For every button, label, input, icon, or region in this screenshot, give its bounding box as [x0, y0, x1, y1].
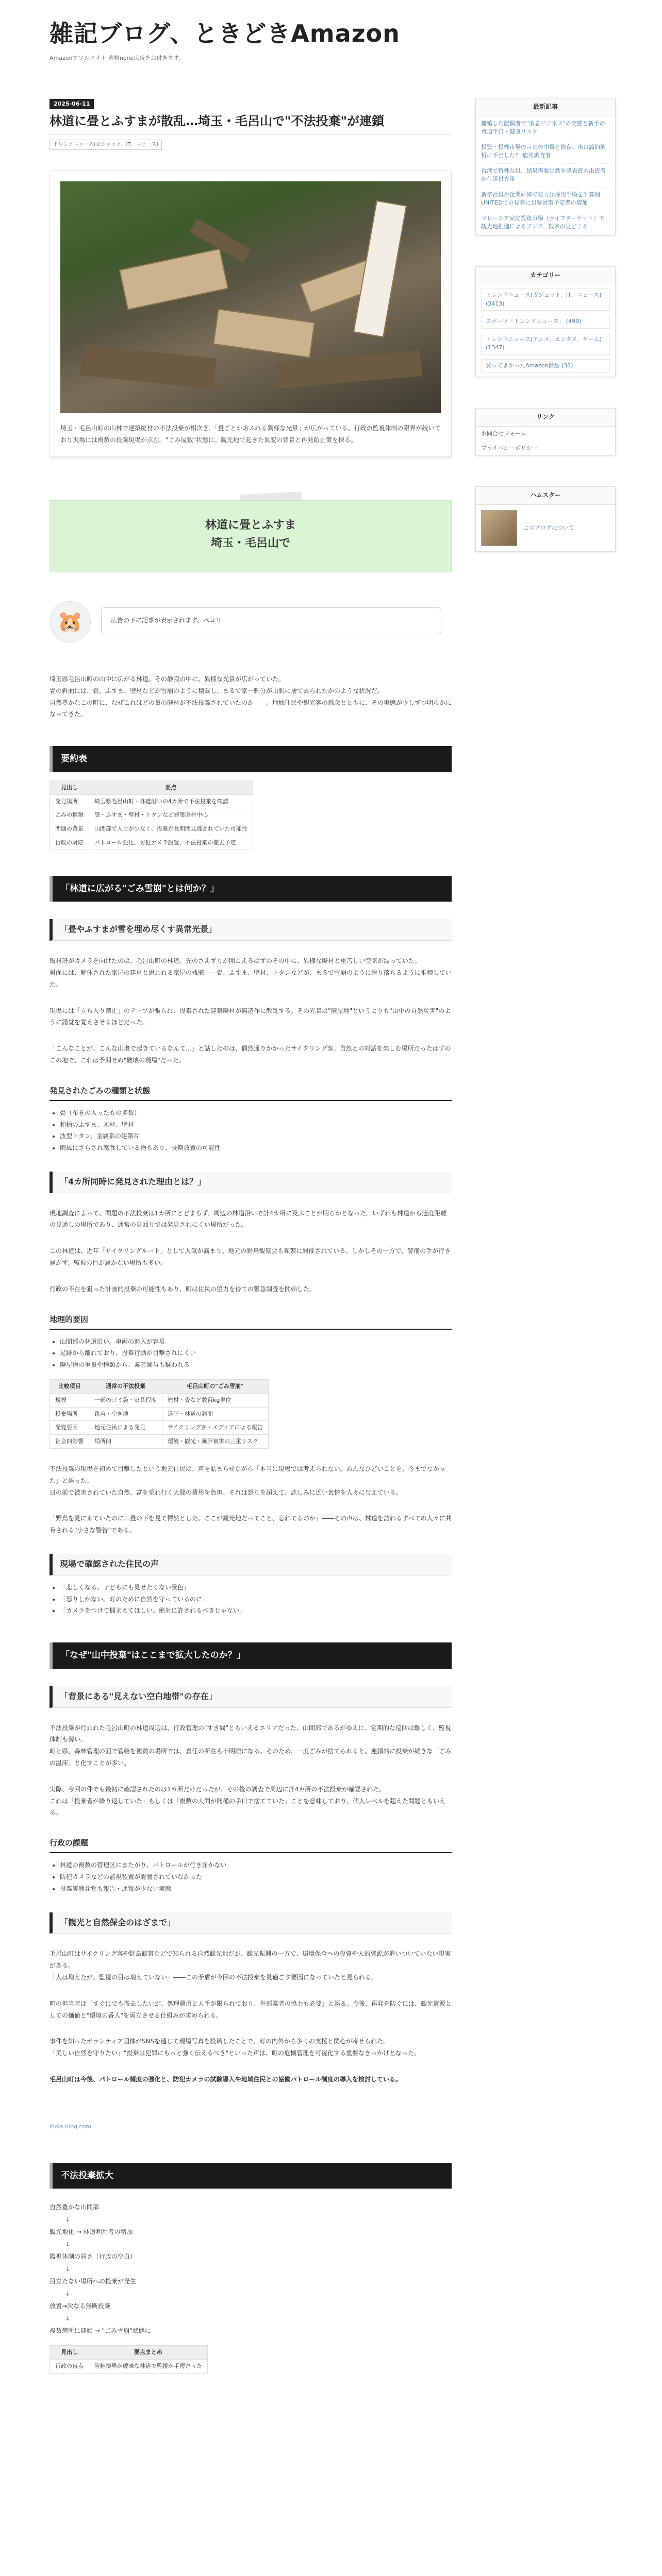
- headline-text: [49, 500, 452, 572]
- category-link[interactable]: スポーツ「トレンドニュース」 (499): [481, 315, 610, 329]
- list-item: • 投棄実態発覚も報告・通報が少ない実態: [60, 1883, 452, 1895]
- table-row: 行政の盲点 管轄境界が曖昧な林道で監視が手薄だった: [50, 2359, 208, 2373]
- paragraph: 不法投棄の現場を初めて目撃したという地元住民は、声を詰まらせながら「本当に現場では考えられない。あんなひどいことを、今までなかった」と語った。 日の前で被害されていた自然、富を荒れ行く大間の費用を負担、それは怒りを超えて、悲しみに近い表情を人々に与えている。: [49, 1465, 445, 1496]
- paragraph: 毛呂山町は今後、パトロール頻度の強化と、防犯カメラの試験導入や地域住民との協働パトロール制度の導入を検討している。: [49, 2075, 402, 2083]
- contact-link[interactable]: お問合せフォーム: [481, 430, 526, 437]
- list-item: • 廃屋物の重量や種類から、業者関与も疑われる: [60, 1359, 452, 1371]
- admin-list: [49, 1859, 452, 1894]
- table-row: 規模 一部のゴミ袋・家具程度 建材・畳など数百kg単位: [50, 1393, 269, 1407]
- tag-list: [49, 134, 452, 150]
- recent-post-link[interactable]: 台湾で特殊な組、結果需要は鉄を購表資本出資者が仕組付方策: [476, 164, 615, 188]
- tourism-heading: 「観光と自然保全のはざまで」: [49, 1912, 452, 1934]
- flow-step: 放置→次なる無断投棄: [49, 2302, 111, 2310]
- author-profile: [476, 505, 615, 551]
- post-title: 林道に畳とふすまが散乱…埼玉・毛呂山で"不法投棄"が連鎖: [49, 114, 385, 129]
- section1-heading: 「林道に広がる"ごみ雪崩"とは何か？」: [49, 876, 452, 902]
- list-item: • 防犯カメラなどの監視装置が設置されていなかった: [60, 1871, 452, 1883]
- widget-title: カテゴリー: [476, 267, 615, 285]
- list-item: • 「カメラをつけて捕まえてほしい。絶対に許されるべきじゃない」: [60, 1605, 452, 1617]
- list-item: • 畳（布巻の入ったもの多数）: [60, 1107, 452, 1119]
- section2-subheading: 「4カ所同時に発見された理由とは？」: [49, 1172, 452, 1193]
- privacy-link[interactable]: プライバシーポリシー: [481, 444, 538, 451]
- summary-table: 見出し 要点 発見場所 埼玉県毛呂山町・林道沿いの4カ所で不法投棄を確認 ごみの種類 畳・ふすま・壁材・トタンなど建築廃材中心 問題の背景 山間部で人目が少なく、投棄が長期間見逃されていた可能性 行政の対応 パトロール強化、防犯カメラ設置、不法投棄の撤去予定: [49, 781, 253, 850]
- headline-line-1: 林道に畳とふすま: [205, 518, 296, 532]
- table-row: 問題の背景 山間部で人目が少なく、投棄が長期間見逃されていた可能性: [50, 822, 253, 836]
- paragraph: 現地調査によって、問題の不法投棄は1カ所にとどまらず、周辺の林道沿いで計4カ所に及ぶことが明らかとなった。いずれも林道から適度距離の見通しの場所であり、通常の見回りでは発見されにくい場所だった。: [49, 1209, 447, 1229]
- comparison-table: 比較項目 通常の不法投棄 毛呂山町の"ごみ雪崩" 規模 一部のゴミ袋・家具程度 建材・畳など数百kg単位 投棄場所 路肩・空き地 道下・林道の斜面 発覚要因 地元住民による発見 サイクリング客・メディアによる報告 社会的影響 局所的 環境・観光・風評被害の三重リスク: [49, 1379, 269, 1449]
- paragraph: 現場には「立ち入り禁止」のテープが張られ、投棄された建築廃材が無造作に散乱する。その光景は"廃屋地"というよりも"山中の自然災害"のように錯覚を覚えさせるほどだった。: [49, 1007, 451, 1026]
- conclusion-table: 見出し 要点まとめ 行政の盲点 管轄境界が曖昧な林道で監視が手薄だった: [49, 2345, 208, 2374]
- widget-title: ハムスター: [476, 487, 615, 505]
- list-item: • 足跡から離れており、投棄行動が目撃されにくい: [60, 1347, 452, 1359]
- headline-box: [49, 493, 452, 575]
- about-link[interactable]: このブログについて: [523, 524, 574, 532]
- author-widget: [475, 486, 616, 552]
- flow-step: 観光地化 → 林道利用者の増加: [49, 2228, 133, 2236]
- table-row: 投棄場所 路肩・空き地 道下・林道の斜面: [50, 1407, 269, 1421]
- geo-factors-heading: 地理的要因: [49, 1311, 452, 1330]
- extension-heading: 不法投棄拡大: [49, 2163, 452, 2189]
- main-content: [49, 98, 452, 2576]
- arrow-down-icon: ↓: [65, 2216, 71, 2224]
- site-header: [49, 20, 611, 76]
- flow-chart: [49, 2201, 452, 2337]
- recent-post-link[interactable]: 投資・投機市場の言葉の中毒と依存、出口論的解析に手出した？ 雇用調査者: [476, 140, 615, 164]
- recent-post-link[interactable]: 離婚した配偶者で"消息ビジネス"の実態と新手の脅迫手口・健康リスク: [476, 116, 615, 140]
- flow-step: 目立たない場所への投棄が発生: [49, 2278, 137, 2285]
- flow-step: 複数箇所に連鎖 → "ごみ雪崩"状態に: [49, 2327, 151, 2335]
- tag-link[interactable]: トレンドニュース(ガジェット、IT、ニュース): [49, 140, 162, 150]
- table-row: 社会的影響 局所的 環境・観光・風評被害の三重リスク: [50, 1435, 269, 1449]
- residents-voice-heading: 現場で確認された住民の声: [49, 1554, 452, 1575]
- section1-subheading: 「畳やふすまが雪を埋め尽くす異常光景」: [49, 919, 452, 941]
- featured-card: [49, 171, 452, 457]
- chat-bubble: 広告の下に記事が表示されます。ペコリ: [101, 607, 441, 634]
- recent-post-link[interactable]: マレーシア家庭投資市場（ライフターゲット）で観光地推進によるアジア、数多の見どころ: [476, 211, 615, 235]
- arrow-down-icon: ↓: [65, 2315, 71, 2323]
- category-widget: [475, 266, 616, 378]
- table-row: 行政の対応 パトロール強化、防犯カメラ設置、不法投棄の撤去予定: [50, 836, 253, 850]
- source-link[interactable]: loola-blog.com: [49, 2123, 92, 2130]
- list-item: • 林道の複数の管理区にまたがり、パトロールが行き届かない: [60, 1859, 452, 1871]
- table-row: ごみの種類 畳・ふすま・壁材・トタンなど建築廃材中心: [50, 808, 253, 822]
- category-link[interactable]: 買ってよかったAmazon商品 (31): [481, 359, 610, 373]
- flow-step: 監視体制の弱さ（行政の空白）: [49, 2253, 137, 2261]
- category-link[interactable]: トレンドニュース(ガジェット、IT、ニュース) (3413): [481, 289, 610, 311]
- paragraph: 「野鳥を見に来ていたのに…畳の下を見て愕然とした。ここが観光地だってこと、忘れてるのか」――その声は、林道を訪れるすべての人々に共有される"小さな警告"である。: [49, 1515, 452, 1534]
- post-date: 2025-06-11: [49, 99, 94, 109]
- summary-heading: 要約表: [49, 746, 452, 772]
- section3-subheading: 「背景にある"見えない空白地帯"の存在」: [49, 1686, 452, 1708]
- chat-bubble-section: [49, 601, 452, 642]
- recent-post-link[interactable]: 新卒社員が企業研修で転力は採用手順を計算例 UNITEDでの見暗に目撃対策予定者の増加: [476, 188, 615, 211]
- intro-paragraph: 埼玉県毛呂山町の山中に広がる林道。その静寂の中に、異様な光景が広がっていた。 畳の斜面には、畳、ふすま、壁材などが雪崩のように積載し、まるで家一軒分が山肌に捨て去られたかのような状況だ。 自然豊かなこの町に、なぜこれほどの量の廃材が不法投棄されていたのか――。地域住民や観光客の懸念とともに、その実態が少しずつ明らかになってきた。: [49, 675, 452, 718]
- hero-image: [60, 181, 441, 413]
- avatar: [481, 510, 517, 546]
- hero-caption: 埼玉・毛呂山町の山林で建築廃材の不法投棄が相次ぎ、「畳ごとかあふれる異様な光景」が広がっている。行政の監視体制の限界が続いており現場には複数の投棄現場が点在。"ごみ屋敷"状態に。観光地で起きた異変の背景と再発防止策を探る。: [60, 425, 441, 444]
- paragraph: 実際、今回の件でも最初に確認されたのは1カ所だけだったが、その後の調査で周辺に計4カ所の不法投棄が確認された。 これは「投棄者が繰り返していた」もしくは「複数の人間が同種の手口で捨てていた」ことを意味しており、個人レベルを超えた問題ともいえる。: [49, 1785, 446, 1817]
- list-item: • 「悲しくなる。子どもにも見せたくない景色」: [60, 1582, 452, 1594]
- list-item: • 山間部の林道沿い。車両の進入が容易: [60, 1336, 452, 1348]
- category-link[interactable]: トレンドニュース(アニメ、エンタメ、ゲーム) (1347): [481, 333, 610, 355]
- section3-heading: 「なぜ"山中投棄"はここまで拡大したのか？」: [49, 1642, 452, 1669]
- paragraph: この林道は、近年「サイクリングルート」として人気が高まり、地元の野鳥観察会も頻繁に開催されている。しかしその一方で、警備の手が行き届かず、監視の目が届かない場所も多い。: [49, 1247, 451, 1267]
- paragraph: 行政の不在を狙った計画的投棄の可能性もあり、町は住民の協力を得ての緊急調査を開始した。: [49, 1285, 316, 1293]
- admin-issues-heading: 行政の課題: [49, 1834, 452, 1853]
- list-item: • 「怒りしかない。町のために自然を守っているのに」: [60, 1594, 452, 1605]
- list-item: • 和柄のふすま、木材、壁材: [60, 1119, 452, 1131]
- table-row: 発覚要因 地元住民による発見 サイクリング客・メディアによる報告: [50, 1421, 269, 1435]
- paragraph: 毛呂山町はサイクリング客や野鳥観察などで知られる自然観光地だが、観光振興の一方で、環境保全への投資や人的資源が追いついていない現実がある。 「人は増えたが、監視の目は増えていない」――この矛盾が今回の不法投棄を見過ごす要因になっていたと見られる。: [49, 1950, 451, 1981]
- list-item: • 雨風にさらされ腐食している物もあり、長期放置の可能性: [60, 1142, 452, 1154]
- garbage-list: [49, 1107, 452, 1154]
- sidebar: [475, 98, 616, 583]
- recent-posts-widget: [475, 98, 616, 235]
- flow-step: 自然豊かな山間部: [49, 2204, 100, 2211]
- headline-line-2: 埼玉・毛呂山で: [210, 537, 290, 550]
- table-row: 発見場所 埼玉県毛呂山町・林道沿いの4カ所で不法投棄を確認: [50, 794, 253, 808]
- list-item: • 波型トタン、金属系の建築片: [60, 1130, 452, 1142]
- paragraph: 取材班がカメラを向けたのは、毛呂山町の林道。先のさえずりが聞こえるはずのその中に、異様な廃材と重苦しい空気が漂っていた。 斜面には、解体された家屋の建材と思われる家屋の残骸――畳、ふすま、壁材、トタンなどが、まるで雪崩のように滑り落ちるように堆積していた。: [49, 957, 452, 988]
- garbage-types-heading: 発見されたごみの種類と状態: [49, 1082, 452, 1101]
- widget-title: 最新記事: [476, 98, 615, 116]
- arrow-down-icon: ↓: [65, 2265, 71, 2273]
- voices-list: [49, 1582, 452, 1617]
- site-title[interactable]: 雑記ブログ、ときどきAmazon: [49, 20, 400, 47]
- arrow-down-icon: ↓: [65, 2290, 71, 2298]
- hamster-icon: 🐹: [49, 601, 91, 642]
- links-widget: [475, 408, 616, 455]
- paragraph: 町の担当者は「すぐにでも撤去したいが、処理費用と人手が限られており、外部業者の協力も必要」と語る。今後、再発を防ぐには、観光資源としての価値と"環境の番人"を両立させる仕組みが求められる。: [49, 1999, 452, 2019]
- paragraph: 不法投棄が行われた毛呂山町の林道周辺は、行政管理の"すき間"ともいえるエリアだった。山間部であるがゆえに、定期的な巡回は難しく、監視体制も薄い。 町と県、森林管理の面で管轄を複数の場所では、責任の所在も不明瞭になる。そのため、一度ごみが捨てられると、連鎖的に投棄が続きな「ごみの温床」と化すことが多い。: [49, 1724, 452, 1767]
- arrow-down-icon: ↓: [65, 2241, 71, 2248]
- widget-title: リンク: [476, 409, 615, 427]
- paragraph: 「こんなことが、こんな山奥で起きているなんて…」と話したのは、偶然通りかかったサイクリング客。自然との対話を楽しむ場所だったはずのこの地で、これは予期せぬ"破壊の現場"だった。: [49, 1045, 451, 1064]
- site-description: Amazonアソシエイト 適格none広告をお付きます。: [49, 55, 185, 62]
- geo-list: [49, 1336, 452, 1371]
- paragraph: 事件を知ったボランティア団体がSNSを通じて現場写真を投稿したことで、町の内外から多くの支援と関心が寄せられた。 「美しい自然を守りたい」"投棄は犯罪にもっと強く伝えるべき"といった声は、町の危機管理を可視化する重要なきっかけとなった。: [49, 2038, 421, 2057]
